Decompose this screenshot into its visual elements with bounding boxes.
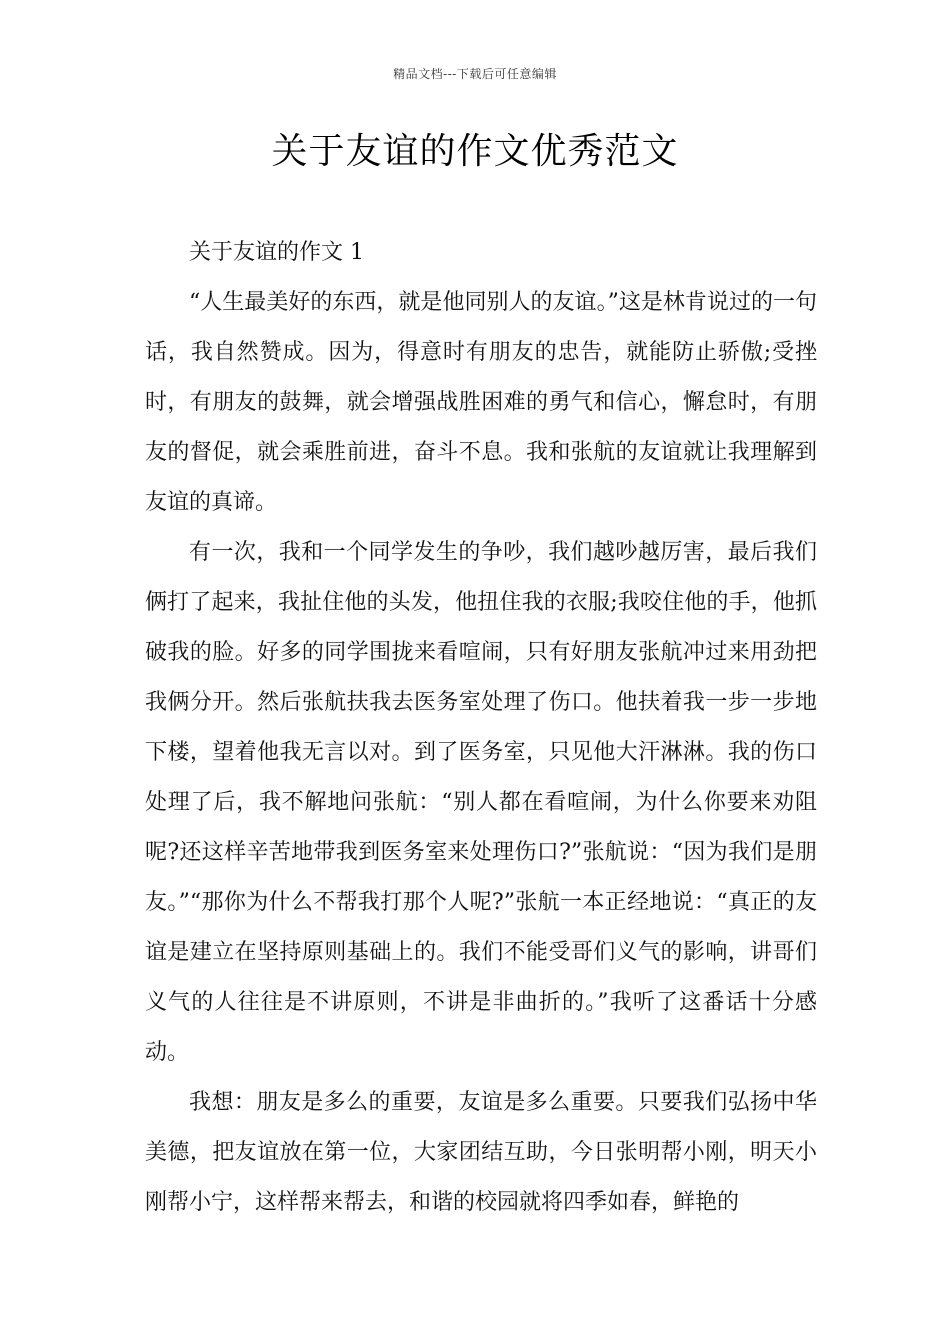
section-heading: 关于友谊的作文 1: [189, 240, 364, 265]
document-body: [145, 228, 817, 1228]
paragraph-3: 我想：朋友是多么的重要，友谊是多么重要。只要我们弘扬中华美德，把友谊放在第一位，大家团结互助，今日张明帮小刚，明天小刚帮小宁，这样帮来帮去，和谐的校园就将四季如春，鲜艳的: [145, 1090, 817, 1215]
header-note: 精品文档---下载后可任意编辑: [393, 67, 557, 81]
document-title: 关于友谊的作文优秀范文: [271, 131, 679, 172]
paragraph-2: 有一次，我和一个同学发生的争吵，我们越吵越厉害，最后我们俩打了起来，我扯住他的头发，他扭住我的衣服;我咬住他的手，他抓破我的脸。好多的同学围拢来看喧闹，只有好朋友张航冲过来用劲把我俩分开。然后张航扶我去医务室处理了伤口。他扶着我一步一步地下楼，望着他我无言以对。到了医务室，只见他大汗淋淋。我的伤口处理了后，我不解地问张航：“别人都在看喧闹，为什么你要来劝阻呢?还这样辛苦地带我到医务室来处理伤口?”张航说：“因为我们是朋友。”“那你为什么不帮我打那个人呢?”张航一本正经地说：“真正的友谊是建立在坚持原则基础上的。我们不能受哥们义气的影响，讲哥们义气的人往往是不讲原则，不讲是非曲折的。”我听了这番话十分感动。: [145, 540, 817, 1065]
paragraph-1: “人生最美好的东西，就是他同别人的友谊。”这是林肯说过的一句话，我自然赞成。因为，得意时有朋友的忠告，就能防止骄傲;受挫时，有朋友的鼓舞，就会增强战胜困难的勇气和信心，懈怠时，有朋友的督促，就会乘胜前进，奋斗不息。我和张航的友谊就让我理解到友谊的真谛。: [145, 290, 817, 515]
